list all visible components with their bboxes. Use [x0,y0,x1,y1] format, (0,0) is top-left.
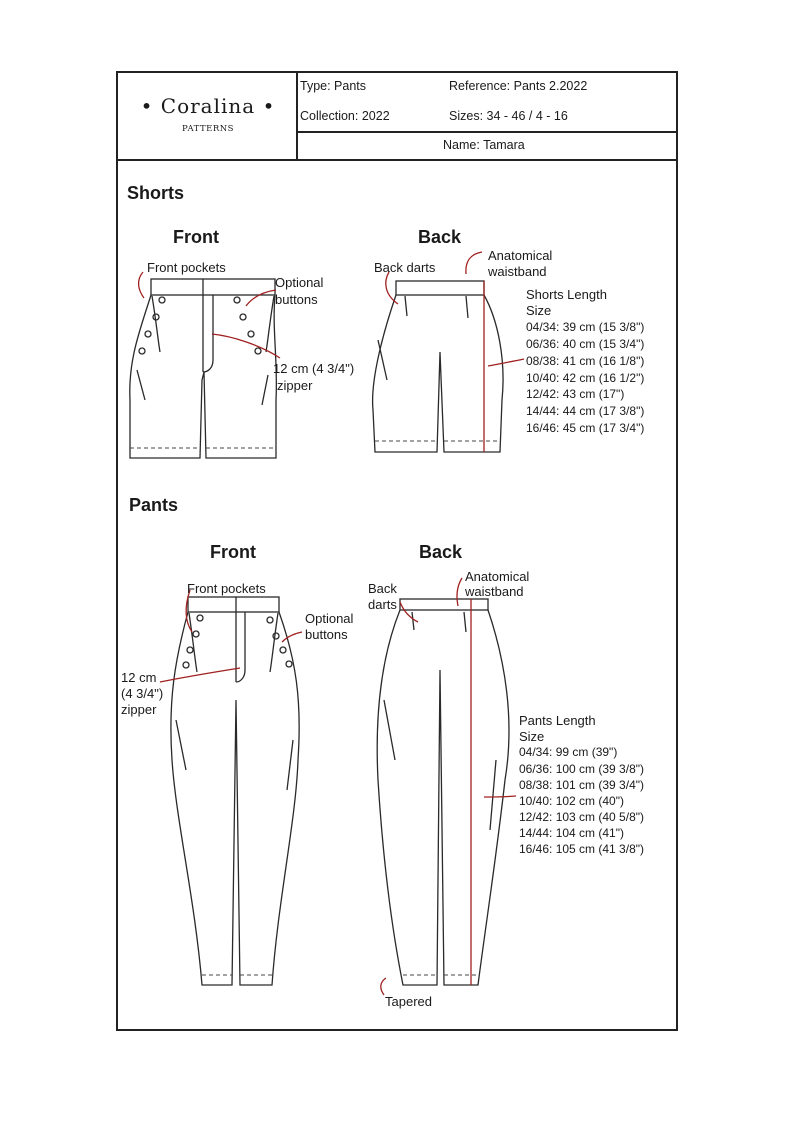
pants-size-label: Size [519,729,545,744]
pants-size-row: 12/42: 103 cm (40 5/8") [519,810,644,824]
shorts-length-title: Shorts Length [526,287,607,302]
pants-size-row: 16/46: 105 cm (41 3/8") [519,842,644,856]
shorts-front-drawing [130,272,280,458]
pants-size-row: 04/34: 99 cm (39") [519,745,618,759]
pants-waistband-note-2: waistband [465,584,524,599]
shorts-zipper-note-1: 12 cm (4 3/4") [273,361,355,376]
pants-length-title: Pants Length [519,713,596,728]
pants-back-drawing [377,578,516,995]
pants-back-darts-note-2: darts [368,597,397,612]
collection-field: Collection: 2022 [300,109,390,123]
shorts-size-label: Size [526,303,552,318]
shorts-optional-note-1: Optional [275,275,324,290]
shorts-size-row: 12/42: 43 cm (17") [526,387,625,401]
shorts-zipper-note-2: zipper [277,378,313,393]
shorts-front-pockets-note: Front pockets [147,260,226,275]
shorts-waistband-note-1: Anatomical [488,248,553,263]
name-field: Name: Tamara [443,138,525,152]
shorts-heading: Shorts [127,183,185,203]
pants-waistband-note-1: Anatomical [465,569,530,584]
pants-front-label: Front [210,542,256,562]
shorts-optional-note-2: buttons [275,292,318,307]
pants-size-row: 08/38: 101 cm (39 3/4") [519,778,644,792]
pants-size-row: 06/36: 100 cm (39 3/8") [519,762,644,776]
pants-size-row: 14/44: 104 cm (41") [519,826,624,840]
pants-optional-note-2: buttons [305,627,348,642]
pants-heading: Pants [129,495,179,515]
pants-front-pockets-note: Front pockets [187,581,266,596]
shorts-size-row: 06/36: 40 cm (15 3/4") [526,337,645,351]
shorts-size-row: 16/46: 45 cm (17 3/4") [526,421,645,435]
pants-tapered-note: Tapered [385,994,432,1009]
pants-optional-note-1: Optional [305,611,354,626]
sizes-field: Sizes: 34 - 46 / 4 - 16 [449,109,568,123]
shorts-size-row: 08/38: 41 cm (16 1/8") [526,354,645,368]
shorts-size-row: 14/44: 44 cm (17 3/8") [526,404,645,418]
pants-size-row: 10/40: 102 cm (40") [519,794,624,808]
pants-back-label: Back [419,542,463,562]
type-field: Type: Pants [300,79,367,93]
brand-subtitle: PATTERNS [182,124,234,134]
pants-back-darts-note-1: Back [368,581,397,596]
reference-field: Reference: Pants 2.2022 [449,79,588,93]
shorts-waistband-note-2: waistband [488,264,547,279]
shorts-back-label: Back [418,227,462,247]
shorts-back-darts-note: Back darts [374,260,436,275]
shorts-size-row: 10/40: 42 cm (16 1/2") [526,371,645,385]
brand-logo: • Coralina • [140,94,276,118]
pants-zipper-note-1: 12 cm [121,670,157,685]
pants-zipper-note-2: (4 3/4") [121,686,164,701]
pants-zipper-note-3: zipper [121,702,157,717]
shorts-size-row: 04/34: 39 cm (15 3/8") [526,320,645,334]
pants-front-drawing [160,590,302,985]
shorts-back-drawing [373,252,524,452]
shorts-front-label: Front [173,227,219,247]
